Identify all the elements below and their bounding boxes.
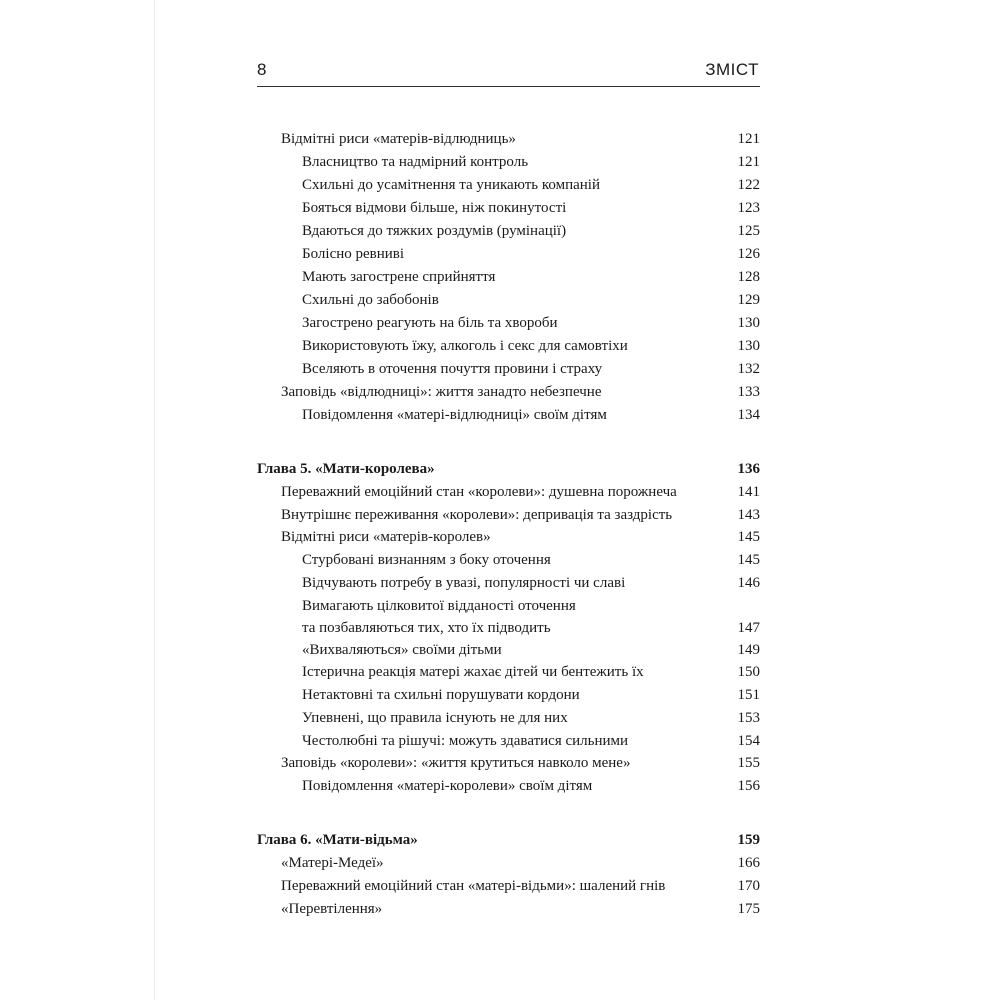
chapter-title: Глава 6. «Мати-відьма» bbox=[257, 832, 418, 848]
toc-entry-page: 122 bbox=[737, 177, 760, 193]
toc-entry-title: Переважний емоційний стан «матері-відьми»: шалений гнів bbox=[281, 878, 666, 894]
toc-entry-title: Вимагають цілковитої відданості оточення bbox=[302, 598, 576, 614]
toc-entry-title: Внутрішнє переживання «королеви»: депривація та заздрість bbox=[281, 507, 673, 523]
toc-entry-page: 145 bbox=[737, 552, 760, 568]
toc-entry bbox=[257, 312, 760, 334]
toc-entry-title: Переважний емоційний стан «королеви»: душевна порожнеча bbox=[281, 484, 677, 500]
toc-entry bbox=[257, 151, 760, 173]
toc-entry-title: Власництво та надмірний контроль bbox=[302, 154, 529, 170]
toc-entry bbox=[257, 707, 760, 729]
toc-entry bbox=[257, 661, 760, 683]
toc-entry-page: 128 bbox=[737, 269, 760, 285]
toc-entry-title: Нетактовні та схильні порушувати кордони bbox=[302, 687, 580, 703]
toc-entry-page: 133 bbox=[737, 384, 760, 400]
toc-entry-page: 151 bbox=[737, 687, 760, 703]
toc-entry-title: Відмітні риси «матерів-королев» bbox=[281, 529, 491, 545]
toc-entry bbox=[257, 572, 760, 594]
page-edge-divider bbox=[154, 0, 155, 1000]
toc-entry bbox=[257, 243, 760, 265]
toc-entry bbox=[257, 526, 760, 548]
toc-entry bbox=[257, 128, 760, 150]
toc-entry-title: Болісно ревниві bbox=[302, 246, 405, 262]
toc-entry-page: 175 bbox=[737, 901, 760, 917]
table-of-contents bbox=[257, 0, 760, 1000]
toc-entry-title: Заповідь «відлюдниці»: життя занадто небезпечне bbox=[281, 384, 602, 400]
toc-entry-title: Відчувають потребу в увазі, популярності чи славі bbox=[302, 575, 626, 591]
toc-entry-title: Схильні до забобонів bbox=[302, 292, 439, 308]
toc-entry-title: Вселяють в оточення почуття провини і страху bbox=[302, 361, 603, 377]
header-section-title: ЗМІСТ bbox=[705, 60, 759, 79]
toc-entry-page: 121 bbox=[737, 154, 760, 170]
toc-entry-title: Стурбовані визнанням з боку оточення bbox=[302, 552, 551, 568]
chapter-page: 136 bbox=[737, 461, 760, 477]
toc-entry bbox=[257, 549, 760, 571]
toc-entry-title: Повідомлення «матері-королеви» своїм дітям bbox=[302, 778, 593, 794]
toc-entry bbox=[257, 197, 760, 219]
toc-entry-title: «Матері-Медеї» bbox=[281, 855, 384, 871]
toc-entry-page: 130 bbox=[737, 315, 760, 331]
toc-entry-page: 130 bbox=[737, 338, 760, 354]
toc-entry-title: Повідомлення «матері-відлюдниці» своїм дітям bbox=[302, 407, 607, 423]
toc-entry-page: 149 bbox=[737, 642, 760, 658]
toc-entry bbox=[257, 358, 760, 380]
toc-entry-page: 155 bbox=[737, 755, 760, 771]
toc-entry bbox=[257, 852, 760, 874]
toc-entry-page: 132 bbox=[737, 361, 760, 377]
toc-entry-title: Заповідь «королеви»: «життя крутиться навколо мене» bbox=[281, 755, 631, 771]
toc-entry-title: «Перевтілення» bbox=[281, 901, 383, 917]
toc-entry-title: Бояться відмови більше, ніж покинутості bbox=[302, 200, 567, 216]
toc-entry-page: 146 bbox=[737, 575, 760, 591]
toc-entry-page: 153 bbox=[737, 710, 760, 726]
toc-entry bbox=[257, 595, 760, 617]
toc-entry-page: 170 bbox=[737, 878, 760, 894]
toc-entry-title: Використовують їжу, алкоголь і секс для самовтіхи bbox=[302, 338, 628, 354]
toc-entry bbox=[257, 775, 760, 797]
toc-entry-page: 134 bbox=[737, 407, 760, 423]
toc-entry bbox=[257, 335, 760, 357]
toc-entry-title: Честолюбні та рішучі: можуть здаватися сильними bbox=[302, 733, 629, 749]
toc-entry bbox=[257, 617, 760, 639]
toc-entry-page: 125 bbox=[737, 223, 760, 239]
toc-entry-page: 166 bbox=[737, 855, 760, 871]
toc-entry bbox=[257, 898, 760, 920]
toc-entry-page: 147 bbox=[737, 620, 760, 636]
toc-entry-title: та позбавляються тих, хто їх підводить bbox=[302, 620, 551, 636]
toc-entry-title: «Вихваляються» своїми дітьми bbox=[302, 642, 502, 658]
toc-entry bbox=[257, 220, 760, 242]
header-page-number: 8 bbox=[257, 60, 267, 79]
toc-entry-title: Схильні до усамітнення та уникають компаній bbox=[302, 177, 601, 193]
toc-entry bbox=[257, 481, 760, 503]
toc-entry bbox=[257, 174, 760, 196]
toc-entry bbox=[257, 381, 760, 403]
toc-entry bbox=[257, 730, 760, 752]
toc-entry-title: Загострено реагують на біль та хвороби bbox=[302, 315, 558, 331]
toc-entry-page: 126 bbox=[737, 246, 760, 262]
toc-entry-page: 121 bbox=[737, 131, 760, 147]
toc-entry bbox=[257, 684, 760, 706]
toc-entry-page: 156 bbox=[737, 778, 760, 794]
toc-entry bbox=[257, 266, 760, 288]
toc-entry bbox=[257, 639, 760, 661]
toc-entry-page: 154 bbox=[737, 733, 760, 749]
toc-entry-title: Вдаються до тяжких роздумів (румінації) bbox=[302, 223, 567, 239]
toc-entry-page: 150 bbox=[737, 664, 760, 680]
chapter-page: 159 bbox=[737, 832, 760, 848]
toc-chapter-heading bbox=[257, 829, 760, 851]
toc-entry bbox=[257, 504, 760, 526]
toc-entry-title: Відмітні риси «матерів-відлюдниць» bbox=[281, 131, 516, 147]
toc-entry bbox=[257, 404, 760, 426]
toc-entry-title: Істерична реакція матері жахає дітей чи бентежить їх bbox=[302, 664, 644, 680]
toc-chapter-heading bbox=[257, 458, 760, 480]
toc-entry-title: Мають загострене сприйняття bbox=[302, 269, 496, 285]
toc-entry-page: 123 bbox=[737, 200, 760, 216]
chapter-title: Глава 5. «Мати-королева» bbox=[257, 461, 435, 477]
toc-entry-page: 129 bbox=[737, 292, 760, 308]
toc-entry-title: Упевнені, що правила існують не для них bbox=[302, 710, 568, 726]
toc-entry-page: 143 bbox=[737, 507, 760, 523]
toc-entry-page: 141 bbox=[737, 484, 760, 500]
toc-entry bbox=[257, 752, 760, 774]
toc-entry-page: 145 bbox=[737, 529, 760, 545]
toc-entry bbox=[257, 289, 760, 311]
toc-entry bbox=[257, 875, 760, 897]
